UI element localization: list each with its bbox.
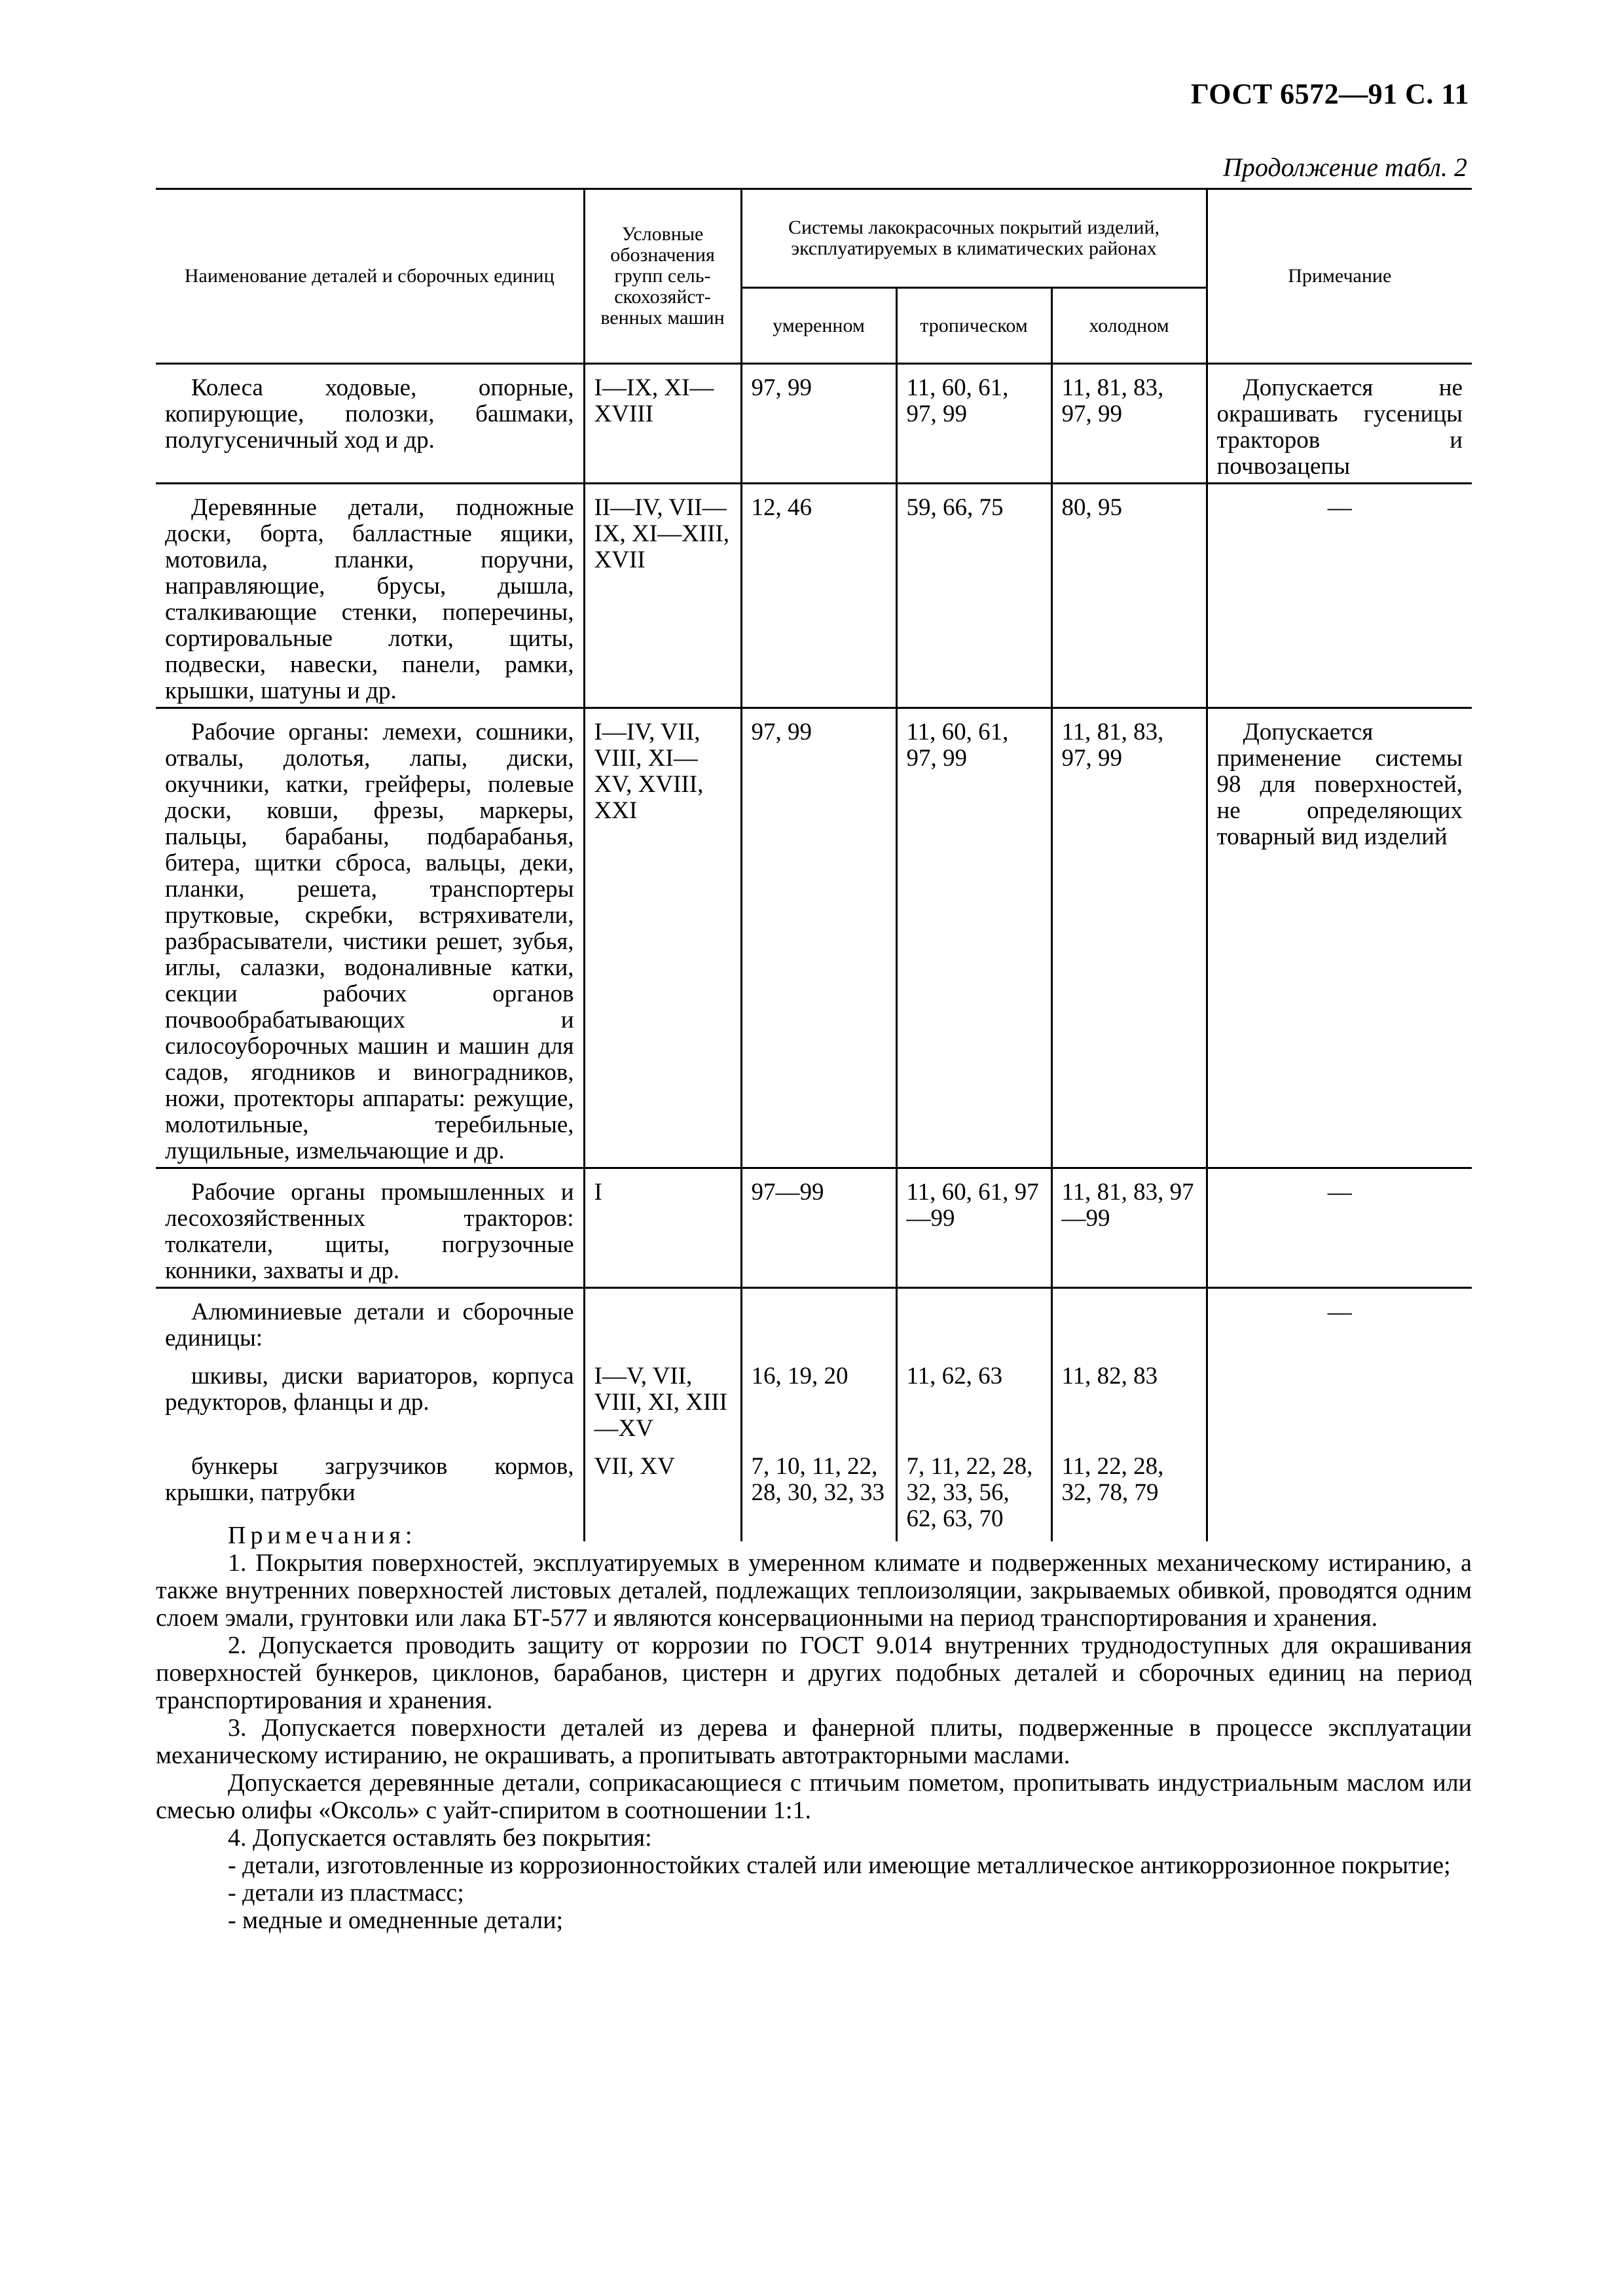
table-row — [156, 708, 1472, 1168]
cell-moderate: 97, 99 — [741, 364, 896, 484]
cell-cold: 80, 95 — [1051, 484, 1207, 708]
cell-groups: I — [584, 1168, 741, 1288]
page-header: ГОСТ 6572—91 С. 11 — [1190, 78, 1469, 110]
cell-cold: 11, 82, 83 — [1051, 1361, 1207, 1451]
table-row-aluminum-heading — [156, 1288, 1472, 1361]
cell-tropical: 59, 66, 75 — [896, 484, 1051, 708]
cell-cold: 11, 81, 83, 97—99 — [1051, 1168, 1207, 1288]
cell-name: Колеса ходовые, опорные, копирующие, полозки, башмаки, полугусеничный ход и др. — [156, 364, 584, 484]
cell-groups: I—IX, XI—XVIII — [584, 364, 741, 484]
cell-moderate: 16, 19, 20 — [741, 1361, 896, 1451]
cell-moderate: 97—99 — [741, 1168, 896, 1288]
cell-moderate: 7, 10, 11, 22, 28, 30, 32, 33 — [741, 1451, 896, 1541]
note-4-item: - детали из пластмасс; — [228, 1879, 464, 1907]
cell-cold: 11, 22, 28, 32, 78, 79 — [1051, 1451, 1207, 1541]
header-cold: холодном — [1051, 288, 1207, 364]
header-name: Наименование деталей и сборочных единиц — [156, 189, 584, 364]
cell-groups: I—IV, VII, VIII, XI—XV, XVIII, XXI — [584, 708, 741, 1168]
cell-note: — — [1207, 1288, 1472, 1361]
notes-title: Примечания: — [228, 1522, 417, 1549]
cell-moderate: 12, 46 — [741, 484, 896, 708]
table-row — [156, 1168, 1472, 1288]
header-note: Примечание — [1207, 189, 1472, 364]
note-3: 3. Допускается поверхности деталей из дерева и фанерной плиты, подверженные в процессе эксплуатации механическому истиранию, не окрашивать, а пропитывать автотракторными маслами. — [156, 1714, 1472, 1769]
table-row — [156, 364, 1472, 484]
header-moderate: умеренном — [741, 288, 896, 364]
note-3b: Допускается деревянные детали, соприкасающиеся с птичьим пометом, пропитывать индустриальным маслом или смесью олифы «Оксоль» с уайт-спиритом в соотношении 1:1. — [156, 1769, 1472, 1824]
cell-tropical: 7, 11, 22, 28, 32, 33, 56, 62, 63, 70 — [896, 1451, 1051, 1541]
cell-tropical: 11, 60, 61, 97, 99 — [896, 364, 1051, 484]
cell-note: — — [1207, 1168, 1472, 1288]
cell-note: Допускается не окрашивать гусеницы тракторов и почвозацепы — [1207, 364, 1472, 484]
coatings-table — [156, 188, 1472, 1541]
table-row — [156, 484, 1472, 708]
note-1: 1. Покрытия поверхностей, эксплуатируемых в умеренном климате и подверженных механическому истиранию, а также внутренних поверхностей листовых деталей, подлежащих теплоизоляции, закрываемых обивкой, проводятся одним слоем эмали, грунтовки или лака БТ-577 и являются консервационными на период транспортирования и хранения. — [156, 1549, 1472, 1632]
cell-name: Деревянные детали, подножные доски, борта, балластные ящики, мотовила, планки, поручни, направляющие, брусы, дышла, сталкивающие стенки, поперечины, сортировальные лотки, щиты, подвески, навески, панели, рамки, крышки, шатуны и др. — [156, 484, 584, 708]
cell-note: — — [1207, 484, 1472, 708]
cell-name: шкивы, диски вариаторов, корпуса редукторов, фланцы и др. — [156, 1361, 584, 1451]
header-tropical: тропическом — [896, 288, 1051, 364]
cell-tropical: 11, 60, 61, 97—99 — [896, 1168, 1051, 1288]
cell-groups: VII, XV — [584, 1451, 741, 1541]
note-4: 4. Допускается оставлять без покрытия: — [228, 1824, 652, 1852]
cell-moderate: 97, 99 — [741, 708, 896, 1168]
cell-cold: 11, 81, 83, 97, 99 — [1051, 364, 1207, 484]
cell-name: Рабочие органы промышленных и лесохозяйственных тракторов: толкатели, щиты, погрузочные конники, захваты и др. — [156, 1168, 584, 1288]
cell-note: Допускается применение системы 98 для поверхностей, не определяющих товарный вид изделий — [1207, 708, 1472, 1168]
cell-cold: 11, 81, 83, 97, 99 — [1051, 708, 1207, 1168]
cell-name: Алюминиевые детали и сборочные единицы: — [156, 1288, 584, 1361]
note-4-item: - детали, изготовленные из коррозионностойких сталей или имеющие металлическое антикоррозионное покрытие; — [228, 1852, 1451, 1879]
note-2: 2. Допускается проводить защиту от коррозии по ГОСТ 9.014 внутренних труднодоступных для окрашивания поверхностей бункеров, циклонов, барабанов, цистерн и других подобных деталей и сборочных единиц на период транспортирования и хранения. — [156, 1632, 1472, 1714]
cell-name: Рабочие органы: лемехи, сошники, отвалы, долотья, лапы, диски, окучники, катки, грейферы, полевые доски, ковши, фрезы, маркеры, пальцы, барабаны, подбарабанья, битера, щитки сброса, вальцы, деки, планки, решета, транспортеры прутковые, скребки, встряхиватели, разбрасыватели, чистики решет, зубья, иглы, салазки, водоналивные катки, секции рабочих органов почвообрабатывающих и силосоуборочных машин и машин для садов, ягодников и виноградников, ножи, протекторы аппараты: режущие, молотильные, теребильные, лущильные, измельчающие и др. — [156, 708, 584, 1168]
note-4-item: - медные и омедненные детали; — [228, 1907, 564, 1934]
header-systems: Системы лакокрасочных покрытий изделий, эксплуатируемых в климатических районах — [741, 189, 1207, 288]
table-row — [156, 1361, 1472, 1451]
table-continuation-label: Продолжение табл. 2 — [1222, 152, 1467, 182]
cell-tropical: 11, 60, 61, 97, 99 — [896, 708, 1051, 1168]
cell-tropical: 11, 62, 63 — [896, 1361, 1051, 1451]
notes-section — [156, 1522, 1472, 1934]
cell-groups: I—V, VII, VIII, XI, XIII—XV — [584, 1361, 741, 1451]
cell-name: бункеры загрузчиков кормов, крышки, патрубки — [156, 1451, 584, 1541]
header-groups: Условные обозначения групп сель-скохозяйст-венных машин — [584, 189, 741, 364]
cell-groups: II—IV, VII—IX, XI—XIII, XVII — [584, 484, 741, 708]
